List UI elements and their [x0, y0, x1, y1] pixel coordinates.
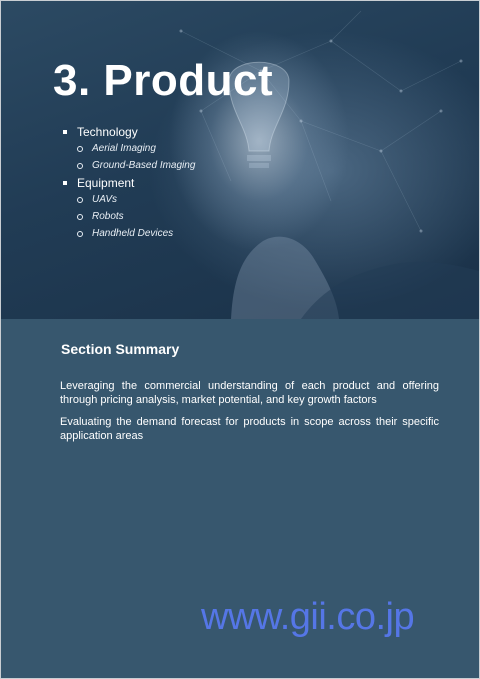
bullet-label: Technology [77, 125, 138, 139]
sub-bullet-label: Robots [92, 211, 124, 222]
square-bullet-icon [63, 181, 67, 185]
summary-paragraph: Evaluating the demand forecast for products in scope across their specific application areas [60, 416, 439, 442]
sub-bullet-label: Ground-Based Imaging [92, 160, 196, 171]
sub-bullet-label: Aerial Imaging [92, 143, 156, 154]
circle-bullet-icon [77, 163, 83, 169]
square-bullet-icon [63, 130, 67, 134]
sub-bullet-label: Handheld Devices [92, 228, 174, 239]
circle-bullet-icon [77, 146, 83, 152]
circle-bullet-icon [77, 197, 83, 203]
watermark-link[interactable]: www.gii.co.jp [201, 596, 415, 638]
network-lightbulb-graphic [1, 1, 479, 319]
sub-bullet-label: UAVs [92, 194, 118, 205]
circle-bullet-icon [77, 231, 83, 237]
circle-bullet-icon [77, 214, 83, 220]
summary-paragraph: Leveraging the commercial understanding of each product and offering through pricing analysis, market potential, and key growth factors [60, 380, 439, 406]
bullet-label: Equipment [77, 176, 135, 190]
summary-heading: Section Summary [61, 341, 180, 357]
section-title: 3. Product [53, 56, 274, 105]
hero-image [1, 1, 479, 319]
